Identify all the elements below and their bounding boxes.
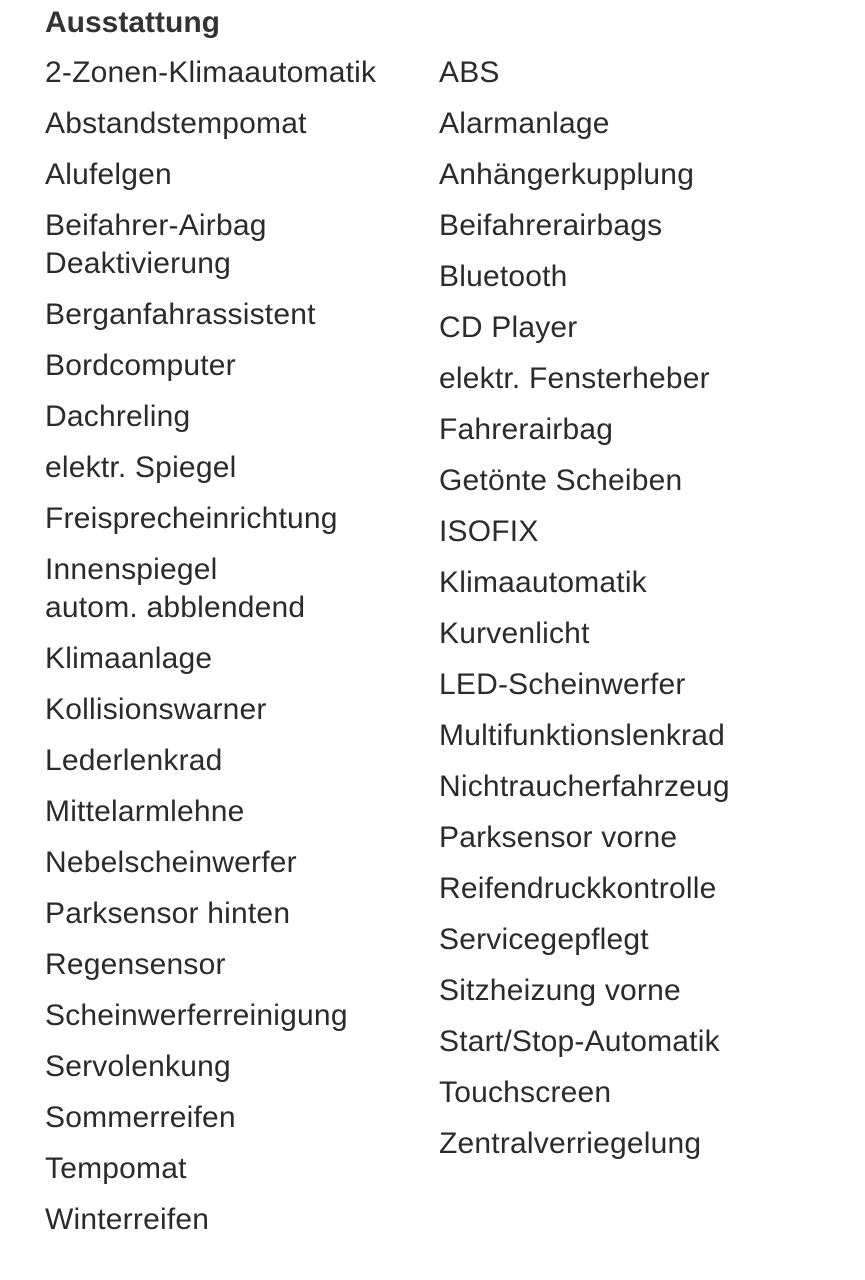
- feature-item: Nebelscheinwerfer: [45, 846, 297, 879]
- feature-item: Getönte Scheiben: [439, 464, 683, 497]
- feature-item: Start/Stop-Automatik: [439, 1025, 720, 1058]
- feature-item: Zentralverriegelung: [439, 1127, 702, 1160]
- feature-item: Dachreling: [45, 400, 191, 433]
- feature-item: Sommerreifen: [45, 1101, 236, 1134]
- feature-item: Kurvenlicht: [439, 617, 590, 650]
- feature-item: Parksensor hinten: [45, 897, 291, 930]
- feature-item: Mittelarmlehne: [45, 795, 245, 828]
- feature-list-left: [45, 54, 425, 1252]
- feature-item: Abstandstempomat: [45, 107, 307, 140]
- feature-item: Regensensor: [45, 948, 226, 981]
- section-title: Ausstattung: [45, 6, 220, 39]
- feature-item: Anhängerkupplung: [439, 158, 695, 191]
- feature-item: Innenspiegel autom. abblendend: [45, 553, 306, 624]
- feature-item: Freisprecheinrichtung: [45, 502, 338, 535]
- feature-item: Berganfahrassistent: [45, 298, 316, 331]
- feature-item: Servolenkung: [45, 1050, 231, 1083]
- feature-item: CD Player: [439, 311, 578, 344]
- feature-item: Fahrerairbag: [439, 413, 614, 446]
- feature-item: Servicegepflegt: [439, 923, 649, 956]
- feature-item: Bluetooth: [439, 260, 568, 293]
- feature-item: Beifahrerairbags: [439, 209, 663, 242]
- feature-item: Touchscreen: [439, 1076, 612, 1109]
- feature-item: 2-Zonen-Klimaautomatik: [45, 56, 377, 89]
- feature-item: ABS: [439, 56, 500, 89]
- feature-item: Kollisionswarner: [45, 693, 267, 726]
- feature-item: Scheinwerferreinigung: [45, 999, 348, 1032]
- feature-item: Lederlenkrad: [45, 744, 223, 777]
- feature-item: Tempomat: [45, 1152, 187, 1185]
- feature-item: LED-Scheinwerfer: [439, 668, 686, 701]
- feature-item: Alufelgen: [45, 158, 172, 191]
- feature-item: Alarmanlage: [439, 107, 610, 140]
- feature-item: Sitzheizung vorne: [439, 974, 681, 1007]
- feature-list-right: [439, 54, 839, 1176]
- feature-item: Winterreifen: [45, 1203, 210, 1236]
- feature-item: Beifahrer-Airbag Deaktivierung: [45, 209, 267, 280]
- feature-item: Parksensor vorne: [439, 821, 678, 854]
- feature-item: ISOFIX: [439, 515, 539, 548]
- feature-item: Bordcomputer: [45, 349, 236, 382]
- feature-item: Multifunktionslenkrad: [439, 719, 726, 752]
- feature-item: elektr. Spiegel: [45, 451, 237, 484]
- feature-item: elektr. Fensterheber: [439, 362, 710, 395]
- feature-item: Klimaanlage: [45, 642, 213, 675]
- feature-item: Reifendruckkontrolle: [439, 872, 717, 905]
- feature-item: Klimaautomatik: [439, 566, 647, 599]
- feature-item: Nichtraucherfahrzeug: [439, 770, 730, 803]
